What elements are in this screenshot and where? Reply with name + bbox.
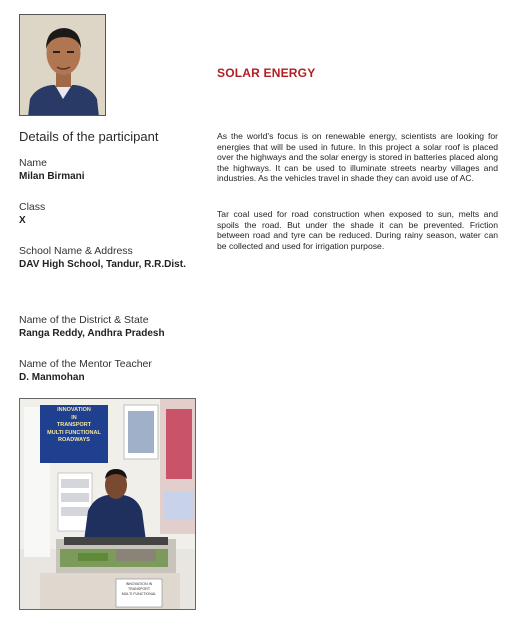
project-title: SOLAR ENERGY <box>217 66 316 80</box>
school-label: School Name & Address <box>19 245 133 257</box>
school-field <box>19 244 186 272</box>
class-label: Class <box>19 201 46 213</box>
district-label: Name of the District & State <box>19 314 149 326</box>
district-value: Ranga Reddy, Andhra Pradesh <box>19 328 165 339</box>
name-label: Name <box>19 157 48 169</box>
mentor-label: Name of the Mentor Teacher <box>19 358 152 370</box>
name-value: Milan Birmani <box>19 171 85 182</box>
participant-portrait-image <box>20 15 106 116</box>
participant-details-heading: Details of the participant <box>19 129 159 144</box>
mentor-value: D. Manmohan <box>19 372 85 383</box>
sign-line-1: INNOVATION IN <box>125 582 153 586</box>
name-field <box>19 156 85 184</box>
class-field <box>19 200 45 228</box>
sign-line-3: MULTI FUNCTIONAL <box>121 592 157 596</box>
school-value: DAV High School, Tandur, R.R.Dist. <box>19 259 186 270</box>
exhibit-sign <box>117 582 161 597</box>
project-paragraph-1: As the world's focus is on renewable energy, scientists are looking for energies that will be used in future. In this project a solar roof is placed over the highways and the solar energy is stored in batteries placed along the highways. It can be used to illuminate streets nearby villages and industries. As the vehicles travel in shade they can avoid use of AC. <box>217 131 498 184</box>
district-field <box>19 313 165 341</box>
exhibit-banner <box>40 407 108 445</box>
project-exhibit-photo <box>19 398 196 610</box>
mentor-field <box>19 357 152 385</box>
project-paragraph-2: Tar coal used for road construction when exposed to sun, melts and spoils the road. But under the shade it can be prevented. Friction between road and tyre can be reduced. During rainy season, water can be collected and used for irrigation purpose. <box>217 209 498 251</box>
banner-line-2: IN <box>71 414 77 421</box>
banner-line-5: ROADWAYS <box>58 437 90 443</box>
participant-portrait <box>19 14 106 116</box>
banner-line-1: INNOVATION <box>57 407 91 413</box>
banner-line-3: TRANSPORT <box>56 422 92 428</box>
class-value: X <box>19 215 26 226</box>
banner-line-4: MULTI FUNCTIONAL <box>47 429 101 436</box>
sign-line-2: TRANSPORT <box>127 587 151 591</box>
